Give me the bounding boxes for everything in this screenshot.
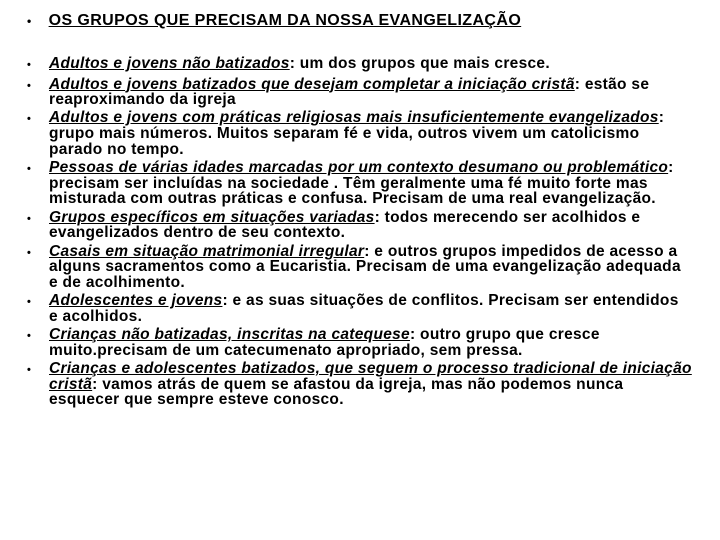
item-lead: Casais em situação matrimonial irregular: [49, 242, 365, 260]
item-text: [49, 56, 692, 72]
bullet-icon: •: [27, 212, 32, 225]
item-rest: : um dos grupos que mais cresce.: [289, 55, 550, 72]
item-lead: Adultos e jovens com práticas religiosas mais insuficientemente evangelizados: [49, 109, 659, 127]
item-lead: Adultos e jovens não batizados: [49, 55, 290, 72]
item-rest: : e as suas situações de conflitos. Precisam ser entendidos e acolhidos.: [49, 292, 679, 325]
item-text: [49, 210, 692, 241]
list-item: [27, 160, 692, 207]
item-text: [49, 110, 692, 157]
list-item: [27, 361, 692, 408]
item-rest: : estão se reaproximando da igreja: [49, 75, 650, 109]
item-lead: Adultos e jovens batizados que desejam completar a iniciação cristã: [49, 75, 575, 93]
item-lead: Adolescentes e jovens: [49, 292, 223, 310]
item-text: [49, 361, 692, 408]
item-text: [49, 327, 692, 358]
item-text: [49, 244, 692, 291]
list-item: [27, 77, 692, 108]
list-item: [27, 327, 692, 358]
bullet-icon: •: [27, 363, 32, 376]
bullet-icon: •: [27, 113, 32, 126]
item-rest: : todos merecendo ser acolhidos e evangelizados dentro de seu contexto.: [49, 208, 641, 242]
bullet-icon: •: [27, 79, 32, 92]
list-item: [27, 110, 692, 157]
item-text: [49, 293, 692, 324]
list-item: [27, 56, 692, 74]
item-rest: : precisam ser incluídas na sociedade . Têm geralmente uma fé muito forte mas misturada com outras práticas e confusa. Precisam de uma real evangelização.: [49, 159, 674, 208]
item-lead: Grupos específicos em situações variadas: [49, 208, 375, 226]
list-item: [27, 293, 692, 324]
item-rest: : e outros grupos impedidos de acesso a alguns sacramentos como a Eucaristia. Precisam de uma evangelização adequada e de acolhimento.: [49, 242, 681, 291]
bullet-icon: •: [27, 330, 32, 343]
item-lead: Crianças e adolescentes batizados, que seguem o processo tradicional de iniciação cristã: [49, 359, 692, 393]
item-rest: : outro grupo que cresce muito.precisam de um catecumenato apropriado, sem pressa.: [49, 326, 600, 359]
slide-title: [27, 12, 521, 30]
bullet-icon: •: [27, 59, 32, 71]
bullet-icon: •: [27, 14, 32, 28]
bullet-icon: •: [27, 246, 32, 259]
item-lead: Crianças não batizadas, inscritas na catequese: [49, 326, 410, 344]
item-text: [49, 77, 692, 108]
list-item: [27, 210, 692, 241]
title-text: OS GRUPOS QUE PRECISAM DA NOSSA EVANGELIZAÇÃO: [48, 12, 522, 29]
group-list: [27, 56, 692, 411]
item-text: [49, 160, 692, 207]
item-rest: : vamos atrás de quem se afastou da igreja, mas não podemos nunca esquecer que sempre esteve conosco.: [49, 375, 624, 409]
item-lead: Pessoas de várias idades marcadas por um contexto desumano ou problemático: [49, 159, 669, 177]
bullet-icon: •: [27, 163, 32, 176]
list-item: [27, 244, 692, 291]
bullet-icon: •: [27, 296, 32, 309]
item-rest: : grupo mais números. Muitos separam fé e vida, outros vivem um catolicismo parado no tempo.: [49, 109, 665, 158]
